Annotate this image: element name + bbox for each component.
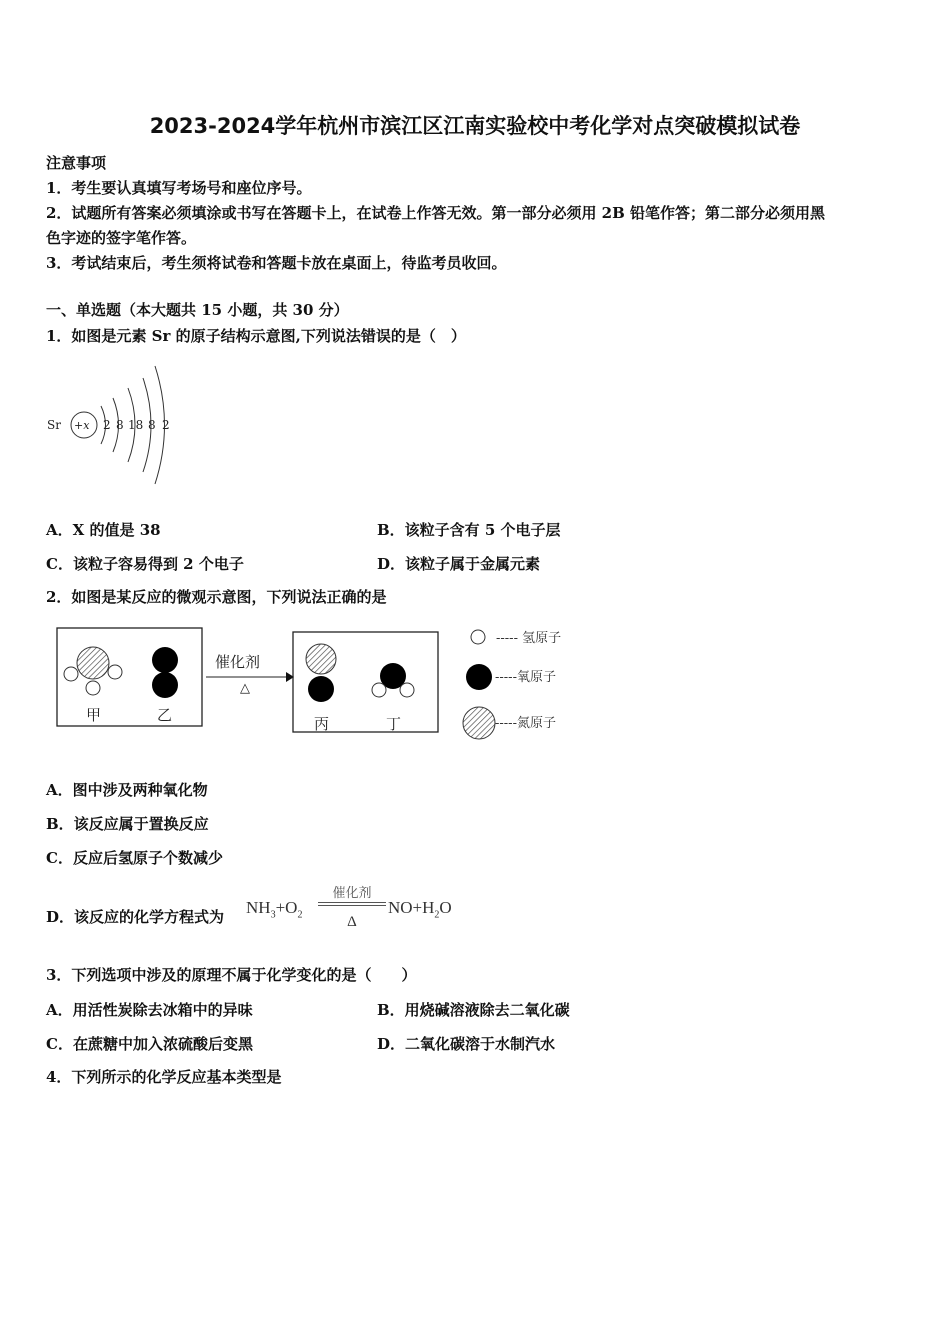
legend-hydrogen: ----- 氢原子 <box>496 631 562 646</box>
question-3-option-a: A．用活性炭除去冰箱中的异味 <box>46 1001 253 1019</box>
oxygen-atom-icon <box>466 664 492 690</box>
hydrogen-atom-icon <box>471 630 485 644</box>
question-2-option-c: C．反应后氢原子个数减少 <box>46 849 223 867</box>
equation-left: $NH_3+O_2$ <box>246 898 303 921</box>
shell-1-count: 2 <box>103 418 111 432</box>
notice-item-1: 1．考生要认真填写考场号和座位序号。 <box>46 179 312 197</box>
label-ding: 丁 <box>386 715 402 733</box>
label-bing: 丙 <box>314 715 330 733</box>
nucleus-charge: +x <box>74 419 90 432</box>
label-jia: 甲 <box>86 706 102 724</box>
shell-5-count: 2 <box>162 418 170 432</box>
heat-label: △ <box>240 681 250 696</box>
question-1-option-c: C．该粒子容易得到 2 个电子 <box>46 555 244 573</box>
reaction-micro-diagram <box>50 620 580 745</box>
question-1-option-b: B．该粒子含有 5 个电子层 <box>377 521 561 539</box>
shell-3-count: 18 <box>128 418 144 432</box>
shell-4-count: 8 <box>148 418 156 432</box>
equation-double-line <box>318 902 386 906</box>
notice-item-2-cont: 色字迹的签字笔作答。 <box>46 229 197 247</box>
element-symbol: Sr <box>47 418 61 432</box>
legend-nitrogen: -----氮原子 <box>495 716 556 731</box>
question-1-option-d: D．该粒子属于金属元素 <box>377 555 541 573</box>
question-1-option-a: A．X 的值是 38 <box>46 521 161 539</box>
question-3-option-c: C．在蔗糖中加入浓硫酸后变黑 <box>46 1035 253 1053</box>
nitrogen-legend-icon <box>463 707 495 739</box>
nitrogen-atom-icon <box>77 647 109 679</box>
equation-catalyst: 催化剂 <box>332 886 372 901</box>
question-4-stem: 4．下列所示的化学反应基本类型是 <box>46 1068 282 1086</box>
legend-oxygen: -----氧原子 <box>495 670 556 685</box>
equation-right: $NO+H_2O$ <box>388 898 452 921</box>
atom-structure-diagram <box>44 362 184 487</box>
question-3-option-d: D．二氧化碳溶于水制汽水 <box>377 1035 556 1053</box>
label-yi: 乙 <box>157 706 173 724</box>
page-title: 2023-2024学年杭州市滨江区江南实验校中考化学对点突破模拟试卷 <box>149 114 801 138</box>
equation-heat: Δ <box>347 914 357 930</box>
notice-item-3: 3．考试结束后，考生须将试卷和答题卡放在桌面上，待监考员收回。 <box>46 254 507 272</box>
shell-2-count: 8 <box>116 418 124 432</box>
question-3-stem: 3．下列选项中涉及的原理不属于化学变化的是（ ） <box>46 966 417 984</box>
notice-item-2: 2．试题所有答案必须填涂或书写在答题卡上，在试卷上作答无效。第一部分必须用 2B 铅笔作答；第二部分必须用黑 <box>46 204 826 222</box>
question-2-option-d: D．该反应的化学方程式为 <box>46 908 225 926</box>
question-1-stem: 1．如图是元素 Sr 的原子结构示意图,下列说法错误的是（ ） <box>46 327 466 345</box>
section-heading: 一、单选题（本大题共 15 小题，共 30 分） <box>46 301 349 319</box>
question-2-option-b: B．该反应属于置换反应 <box>46 815 209 833</box>
notice-heading: 注意事项 <box>46 154 107 172</box>
question-2-stem: 2．如图是某反应的微观示意图，下列说法正确的是 <box>46 588 387 606</box>
question-2-option-a: A．图中涉及两种氧化物 <box>46 781 208 799</box>
question-3-option-b: B．用烧碱溶液除去二氧化碳 <box>377 1001 570 1019</box>
catalyst-label: 催化剂 <box>215 653 261 671</box>
reactant-box <box>57 628 202 726</box>
